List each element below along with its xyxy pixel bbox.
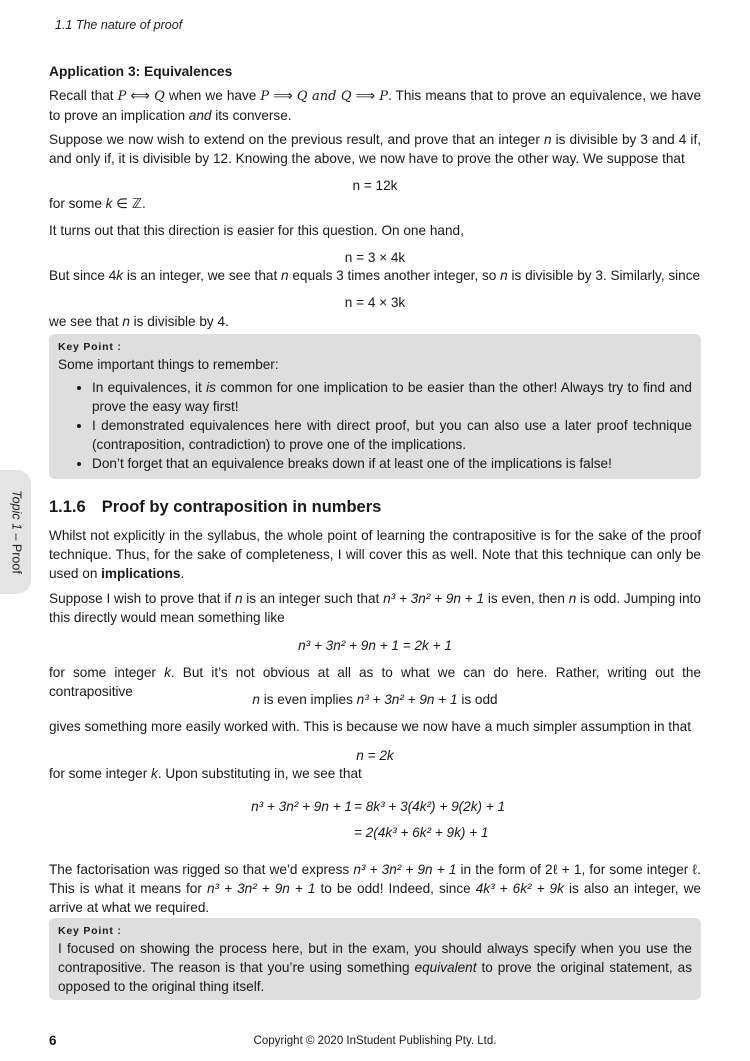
paragraph-factorisation: The factorisation was rigged so that we’d express n³ + 3n² + 9n + 1 in the form of 2ℓ + 1, for some integer ℓ. This is what it means for n³ + 3n² + 9n + 1 to be odd! Indeed, since 4k³ + 6k² + 9k is also an integer, we arrive at what we required. (49, 862, 701, 915)
paragraph-k-integer: for some k ∈ ℤ. (49, 196, 146, 211)
side-tab-subject: Proof (9, 543, 24, 574)
side-tab-topic: Topic 1 (9, 490, 24, 531)
paragraph-substituting: for some integer k. Upon substituting in, we see that (49, 766, 362, 781)
aligned-equation-lhs: n³ + 3n² + 9n + 1 (251, 799, 352, 814)
paragraph-suppose-prove: Suppose I wish to prove that if n is an integer such that n³ + 3n² + 9n + 1 is even, then n is odd. Jumping into this directly would mean something like (49, 591, 701, 625)
key-point-box (49, 334, 701, 479)
key-point-body: I focused on showing the process here, but in the exam, you should always specify when you use the contrapositive. The reason is that you’re using something equivalent to prove the original statement, as opposed to the original thing itself. (58, 941, 692, 994)
equation-direct-form: n³ + 3n² + 9n + 1 = 2k + 1 (298, 638, 452, 653)
key-point-title: Key Point : (58, 341, 122, 353)
key-point-bullet: • In equivalences, it is common for one implication to be easier than the other! Always try to find and prove the easy way first! (92, 378, 692, 416)
equation-n-4-3k: n = 4 × 3k (344, 295, 406, 310)
subsection-number: 1.1.6 (49, 498, 86, 516)
paragraph-divisibility-intro: Suppose we now wish to extend on the previous result, and prove that an integer n is divisible by 3 and 4 if, and only if, it is divisible by 12. Knowing the above, we now have to prove the other way. We suppose that (49, 132, 702, 166)
side-tab-dash: – (9, 530, 24, 544)
equation-contrapositive: n is even implies n³ + 3n² + 9n + 1 is odd (252, 692, 498, 707)
copyright-notice: Copyright © 2020 InStudent Publishing Pty. Ltd. (253, 1035, 497, 1047)
paragraph-contrapositive-intro: Whilst not explicitly in the syllabus, the whole point of learning the contrapositive is for the sake of the proof technique. Thus, for the sake of completeness, I will cover this as well. Note that this technique can only be used on implications. (49, 528, 701, 581)
key-point-bullet: • I demonstrated equivalences here with direct proof, but you can also use a later proof technique (contraposition, contradiction) to prove one of the implications. (92, 416, 692, 454)
key-point-list (58, 378, 692, 473)
equation-n-12k: n = 12k (352, 178, 398, 193)
subsection-heading (49, 498, 381, 517)
application-title: Application 3: Equivalences (49, 64, 233, 79)
paragraph-equivalence-definition: Recall that P ⟺ Q when we have P ⟹ Q and Q ⟹ P. This means that to prove an equivalence, we have to prove an implication and its converse. (49, 88, 702, 123)
equation-n-2k: n = 2k (356, 748, 394, 763)
side-tab-label (7, 490, 26, 574)
key-point-title: Key Point : (58, 925, 122, 937)
aligned-equation-rhs-2: = 2(4k³ + 6k² + 9k) + 1 (354, 825, 489, 840)
key-point-intro: Some important things to remember: (58, 357, 279, 372)
paragraph-not-obvious: for some integer k. But it’s not obvious at all as to what we can do here. Rather, writing out the contrapositive (49, 665, 702, 699)
paragraph-divisible-by-4: we see that n is divisible by 4. (49, 314, 229, 329)
equation-n-3-4k: n = 3 × 4k (344, 250, 406, 265)
paragraph-divisible-by-3: But since 4k is an integer, we see that n equals 3 times another integer, so n is divisible by 3. Similarly, since (49, 268, 701, 283)
paragraph-easier-direction: It turns out that this direction is easier for this question. On one hand, (49, 223, 464, 238)
subsection-title: Proof by contraposition in numbers (101, 498, 382, 516)
aligned-equation-rhs-1: = 8k³ + 3(4k²) + 9(2k) + 1 (354, 799, 506, 814)
running-header: 1.1 The nature of proof (55, 18, 183, 32)
key-point-bullet: • Don’t forget that an equivalence breaks down if at least one of the implications is false! (92, 454, 692, 473)
key-point-box-2 (49, 918, 701, 1000)
page-number: 6 (49, 1033, 57, 1048)
paragraph-simpler-assumption: gives something more easily worked with. This is because we now have a much simpler assumption in that (49, 719, 691, 734)
